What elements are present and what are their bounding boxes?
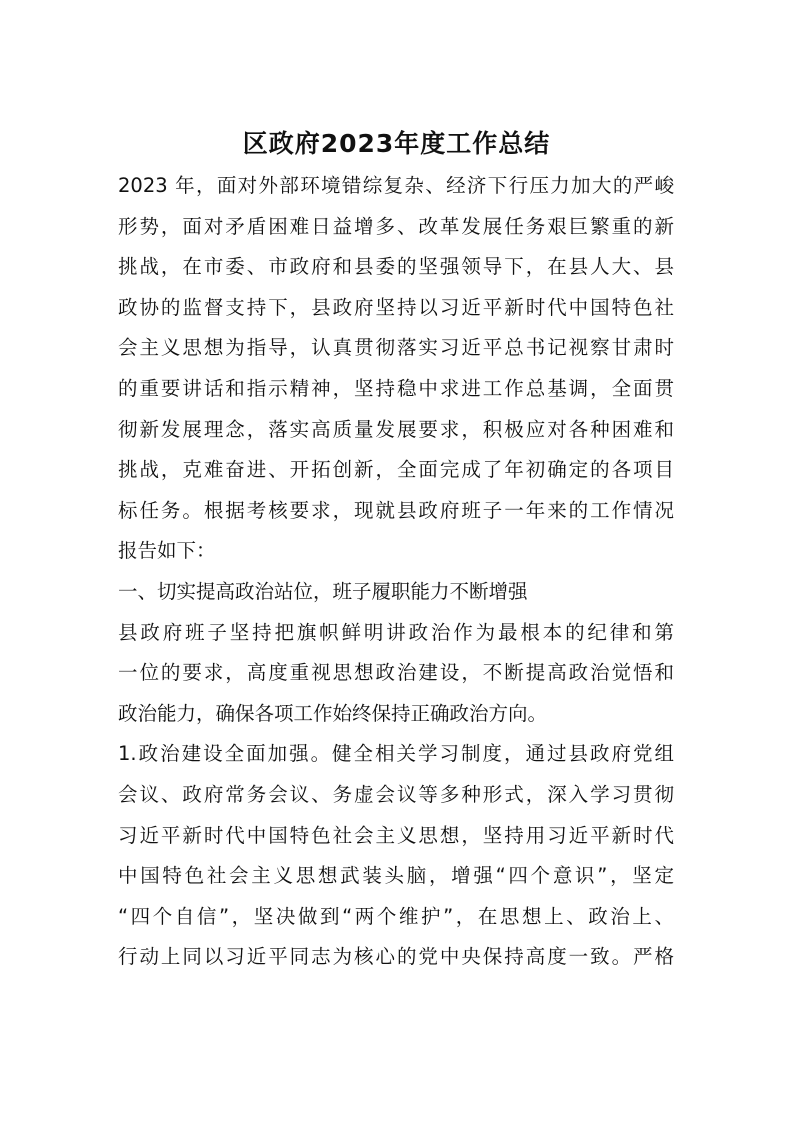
text-line: 政协的监督支持下，县政府坚持以习近平新时代中国特色社 <box>118 295 674 319</box>
text-line: 行动上同以习近平同志为核心的党中央保持高度一致。严格 <box>118 945 674 969</box>
text-line: “四个自信”，坚决做到“两个维护”，在思想上、政治上、 <box>118 904 674 928</box>
text-line: 2023 年，面对外部环境错综复杂、经济下行压力加大的严峻 <box>118 174 674 197</box>
paragraph-section-1-intro <box>118 613 674 735</box>
text-line: 形势，面对矛盾困难日益增多、改革发展任务艰巨繁重的新 <box>118 214 674 238</box>
text-line: 政治能力，确保各项工作始终保持正确政治方向。 <box>118 701 548 725</box>
text-line: 报告如下： <box>118 539 216 563</box>
document-body <box>118 166 674 978</box>
text-line: 标任务。根据考核要求，现就县政府班子一年来的工作情况 <box>118 498 674 522</box>
text-line: 彻新发展理念，落实高质量发展要求，积极应对各种困难和 <box>118 417 674 441</box>
section-heading-1 <box>118 572 674 613</box>
text-line: 县政府班子坚持把旗帜鲜明讲政治作为最根本的纪律和第 <box>118 620 674 644</box>
text-line: 挑战，在市委、市政府和县委的坚强领导下，在县人大、县 <box>118 255 674 279</box>
text-line: 会主义思想为指导，认真贯彻落实习近平总书记视察甘肃时 <box>118 336 674 360</box>
text-line: 一、切实提高政治站位，班子履职能力不断增强 <box>118 579 528 603</box>
text-line: 1.政治建设全面加强。健全相关学习制度，通过县政府党组 <box>118 742 674 766</box>
text-line: 的重要讲话和指示精神，坚持稳中求进工作总基调，全面贯 <box>118 376 674 400</box>
paragraph-intro <box>118 166 674 572</box>
text-line: 会议、政府常务会议、务虚会议等多种形式，深入学习贯彻 <box>118 782 674 806</box>
text-line: 习近平新时代中国特色社会主义思想，坚持用习近平新时代 <box>118 823 674 847</box>
paragraph-item-1 <box>118 734 674 978</box>
document-title: 区政府2023年度工作总结 <box>242 129 551 158</box>
text-line: 挑战，克难奋进、开拓创新，全面完成了年初确定的各项目 <box>118 458 674 482</box>
text-line: 中国特色社会主义思想武装头脑，增强“四个意识”，坚定 <box>118 864 674 888</box>
text-line: 一位的要求，高度重视思想政治建设，不断提高政治觉悟和 <box>118 661 674 685</box>
